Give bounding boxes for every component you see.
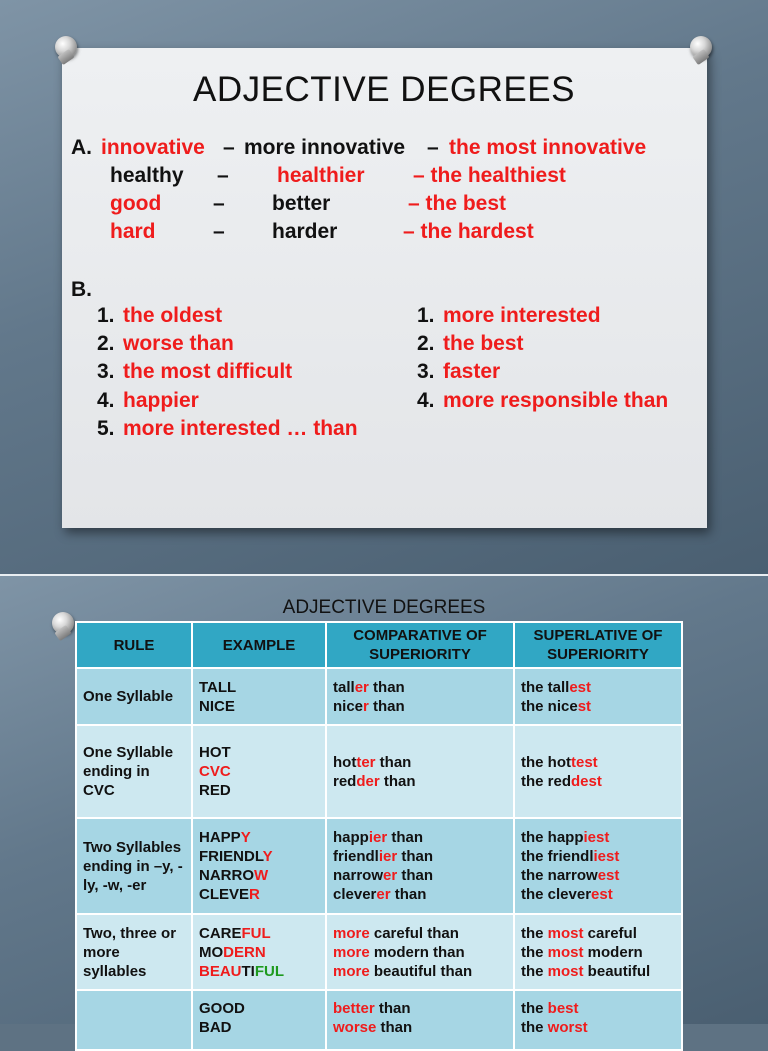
a-row2-base: healthy [110,164,184,187]
superlative-cell: the happiest the friendliest the narrowest the cleverest [514,818,682,914]
example-cell: TALL NICE [192,668,326,725]
comparative-cell: taller than nicer than [326,668,514,725]
comparative-cell: happier than friendlier than narrower than cleverer than [326,818,514,914]
section-a-label: A. [71,136,92,159]
b-left-num: 2. [97,332,115,355]
example-cell: HOT CVC RED [192,725,326,818]
b-right-answer: more responsible than [443,389,669,412]
a-row1-comparative: more innovative [244,136,406,159]
a-row2-superlative: – the healthiest [413,164,566,187]
rule-cell [76,990,192,1050]
superlative-cell: the most careful the most modern the most beautiful [514,914,682,990]
b-right-num: 3. [417,360,435,383]
a-row2-comparative: healthier [277,164,365,187]
rule-cell: One Syllable ending in CVC [76,725,192,818]
b-left-answer: happier [123,389,199,412]
example-cell: GOOD BAD [192,990,326,1050]
a-row3-superlative: – the best [408,192,507,215]
a-row4-superlative: – the hardest [403,220,534,243]
header-comparative: COMPARATIVE OF SUPERIORITY [326,622,514,668]
header-rule: RULE [76,622,192,668]
b-left-num: 5. [97,417,115,440]
b-left-answer: more interested … than [123,417,358,440]
section-b-label: B. [71,278,92,301]
a-row2-sep1: – [217,164,229,187]
a-row3-base: good [110,192,162,215]
b-right-num: 4. [417,389,435,412]
table-title: ADJECTIVE DEGREES [282,597,486,618]
a-row1-superlative: the most innovative [449,136,647,159]
comparative-cell: more careful than more modern than more beautiful than [326,914,514,990]
a-row1-base: innovative [101,136,205,159]
answer-card [62,48,707,528]
b-left-num: 4. [97,389,115,412]
a-row3-comparative: better [272,192,331,215]
b-right-num: 1. [417,304,435,327]
comparative-cell: hotter than redder than [326,725,514,818]
header-example: EXAMPLE [192,622,326,668]
pushpin-icon [55,36,77,58]
b-left-num: 3. [97,360,115,383]
b-right-answer: more interested [443,304,601,327]
a-row1-sep2: – [427,136,439,159]
b-left-answer: the oldest [123,304,223,327]
a-row4-base: hard [110,220,156,243]
rule-cell: One Syllable [76,668,192,725]
pushpin-icon [52,612,74,634]
rule-cell: Two Syllables ending in –y, -ly, -w, -er [76,818,192,914]
b-left-answer: the most difficult [123,360,293,383]
b-right-num: 2. [417,332,435,355]
rule-cell: Two, three or more syllables [76,914,192,990]
superlative-cell: the hottest the reddest [514,725,682,818]
adjective-degrees-table [75,621,683,1051]
superlative-cell: the best the worst [514,990,682,1050]
a-row4-sep1: – [213,220,225,243]
a-row3-sep1: – [213,192,225,215]
b-left-answer: worse than [123,332,234,355]
a-row4-comparative: harder [272,220,338,243]
example-cell: HAPPY FRIENDLY NARROW CLEVER [192,818,326,914]
b-right-answer: faster [443,360,501,383]
b-left-num: 1. [97,304,115,327]
a-row1-sep1: – [223,136,235,159]
comparative-cell: better than worse than [326,990,514,1050]
b-right-answer: the best [443,332,524,355]
slide-title: ADJECTIVE DEGREES [193,70,575,109]
example-cell: CAREFUL MODERN BEAUTIFUL [192,914,326,990]
header-superlative: SUPERLATIVE OF SUPERIORITY [514,622,682,668]
pushpin-icon [690,36,712,58]
superlative-cell: the tallest the nicest [514,668,682,725]
